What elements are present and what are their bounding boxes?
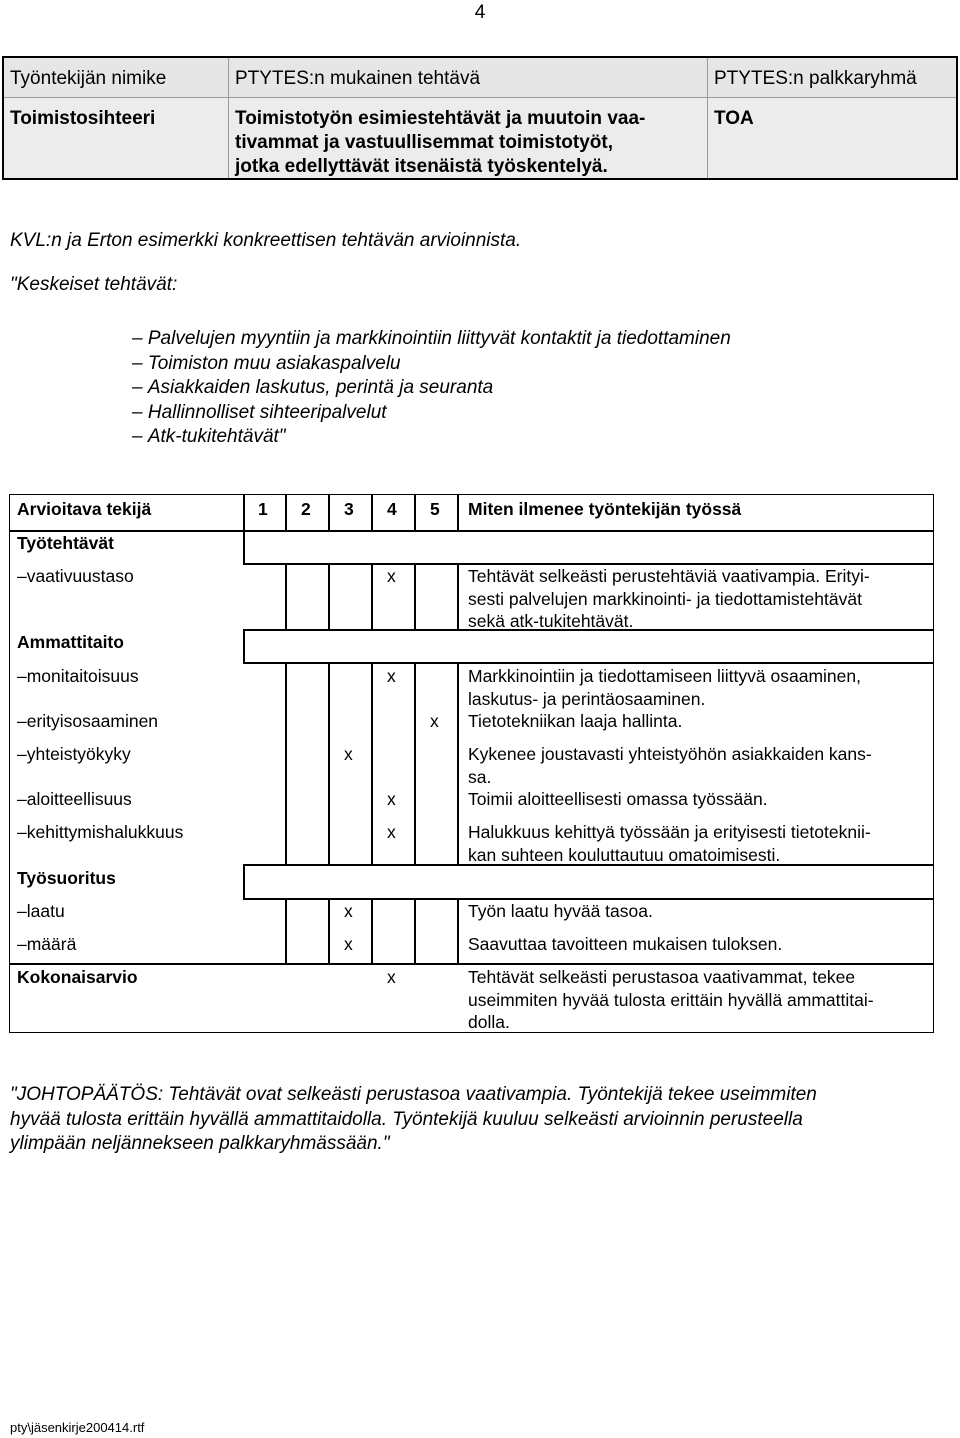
duty-item: – Hallinnolliset sihteeripalvelut — [132, 401, 731, 426]
job-title-value: Toimistosihteeri — [10, 108, 156, 129]
score-header: 2 — [301, 499, 311, 519]
row-label-erityisosaaminen: – erityisosaaminen — [17, 710, 158, 733]
table-col-rule — [414, 494, 416, 530]
header-col-title: Työntekijän nimike — [10, 68, 167, 89]
row-description: Halukkuus kehittyä työssään ja erityisesti tietoteknii- kan suhteen kouluttautuu omatoimisesti. — [468, 822, 871, 865]
task-line: Toimistotyön esimiestehtävät ja muutoin vaa- — [235, 108, 646, 129]
table-col-rule — [285, 494, 287, 530]
score-mark: x — [344, 934, 353, 954]
group-label-tyosuoritus: Työsuoritus — [17, 868, 116, 888]
row-label-kokonaisarvio: Kokonaisarvio — [17, 967, 138, 987]
table-col-rule — [243, 530, 245, 563]
row-description: Toimii aloitteellisesti omassa työssään. — [468, 789, 768, 809]
table-col-rule — [457, 563, 459, 629]
table-col-rule — [371, 898, 373, 963]
duties-title: "Keskeiset tehtävät: — [10, 274, 178, 295]
table-col-rule — [285, 662, 287, 864]
row-label-maara: – määrä — [17, 933, 76, 956]
table-col-rule — [243, 629, 245, 662]
conclusion-line: hyvää tulosta erittäin hyvällä ammattitaidolla. Työntekijä kuuluu selkeästi arvioinnin perusteella — [10, 1108, 803, 1130]
duty-item: – Toimiston muu asiakaspalvelu — [132, 352, 731, 377]
header-table-divider — [707, 58, 708, 178]
group-label-ammattitaito: Ammattitaito — [17, 632, 124, 652]
table-col-rule — [457, 662, 459, 864]
row-label-laatu: – laatu — [17, 900, 65, 923]
conclusion-text — [10, 1083, 817, 1157]
table-col-rule — [414, 898, 416, 963]
footer-file-path: pty\jäsenkirje200414.rtf — [10, 1420, 145, 1435]
score-mark: x — [344, 744, 353, 764]
header-col-task: PTYTES:n mukainen tehtävä — [235, 68, 481, 89]
task-line: tivammat ja vastuullisemmat toimistotyöt, — [235, 132, 613, 153]
row-description: Tehtävät selkeästi perustehtäviä vaativampia. Erityi- sesti palvelujen markkinointi- ja tiedottamistehtävät sekä atk-tukitehtävät. — [468, 566, 870, 631]
table-col-rule — [414, 563, 416, 629]
table-rule — [9, 963, 934, 965]
duty-item: – Atk-tukitehtävät" — [132, 425, 731, 450]
table-col-rule — [371, 563, 373, 629]
description-header: Miten ilmenee työntekijän työssä — [468, 499, 742, 519]
table-col-rule — [457, 494, 459, 530]
pay-group-value: TOA — [714, 108, 754, 129]
row-description: Markkinointiin ja tiedottamiseen liittyvä osaaminen, laskutus- ja perintäosaaminen. — [468, 666, 861, 709]
row-description: Tehtävät selkeästi perustasoa vaativammat, tekee useimmiten hyvää tulosta erittäin hyvällä ammattitai- dolla. — [468, 967, 874, 1032]
table-col-rule — [328, 898, 330, 963]
score-mark: x — [387, 789, 396, 809]
score-mark: x — [387, 666, 396, 686]
row-label-aloitteellisuus: – aloitteellisuus — [17, 788, 132, 811]
table-col-rule — [285, 898, 287, 963]
row-label-yhteistyokyky: – yhteistyökyky — [17, 743, 131, 766]
row-description: Työn laatu hyvää tasoa. — [468, 901, 653, 921]
page-number: 4 — [474, 2, 486, 23]
intro-text: KVL:n ja Erton esimerkki konkreettisen tehtävän arvioinnista. — [10, 230, 522, 251]
score-mark: x — [387, 967, 396, 987]
table-rule — [243, 662, 934, 664]
row-description: Kykenee joustavasti yhteistyöhön asiakkaiden kans- sa. — [468, 744, 872, 787]
task-description — [235, 107, 645, 179]
score-mark: x — [430, 711, 439, 731]
table-col-rule — [328, 494, 330, 530]
group-label-tyotehtavat: Työtehtävät — [17, 533, 114, 553]
table-col-rule — [328, 563, 330, 629]
table-col-rule — [285, 563, 287, 629]
header-col-paygroup: PTYTES:n palkkaryhmä — [714, 68, 917, 89]
row-label-monitaitoisuus: – monitaitoisuus — [17, 665, 139, 688]
table-rule — [9, 530, 934, 532]
score-header: 4 — [387, 499, 397, 519]
score-header: 5 — [430, 499, 440, 519]
row-description: Tietotekniikan laaja hallinta. — [468, 711, 683, 731]
row-description: Saavuttaa tavoitteen mukaisen tuloksen. — [468, 934, 783, 954]
score-mark: x — [387, 822, 396, 842]
score-mark: x — [387, 566, 396, 586]
table-col-rule — [243, 864, 245, 898]
row-label-vaativuustaso: – vaativuustaso — [17, 565, 134, 588]
duty-item: – Asiakkaiden laskutus, perintä ja seuranta — [132, 376, 731, 401]
task-line: jotka edellyttävät itsenäistä työskentelyä. — [235, 156, 608, 177]
table-col-rule — [328, 662, 330, 864]
score-header: 1 — [258, 499, 268, 519]
table-col-rule — [414, 662, 416, 864]
table-col-rule — [243, 494, 245, 530]
duty-item: – Palvelujen myyntiin ja markkinointiin liittyvät kontaktit ja tiedottaminen — [132, 327, 731, 352]
score-header: 3 — [344, 499, 354, 519]
conclusion-line: ylimpään neljännekseen palkkaryhmässään." — [10, 1133, 390, 1154]
conclusion-line: "JOHTOPÄÄTÖS: Tehtävät ovat selkeästi perustasoa vaativampia. Työntekijä tekee useimmiten — [10, 1084, 817, 1105]
header-table-divider — [228, 58, 229, 178]
duties-list — [132, 327, 731, 450]
table-col-rule — [371, 662, 373, 864]
row-label-kehittymishalukkuus: – kehittymishalukkuus — [17, 821, 183, 844]
score-mark: x — [344, 901, 353, 921]
factor-header: Arvioitava tekijä — [17, 499, 152, 519]
table-col-rule — [371, 494, 373, 530]
table-col-rule — [457, 898, 459, 963]
